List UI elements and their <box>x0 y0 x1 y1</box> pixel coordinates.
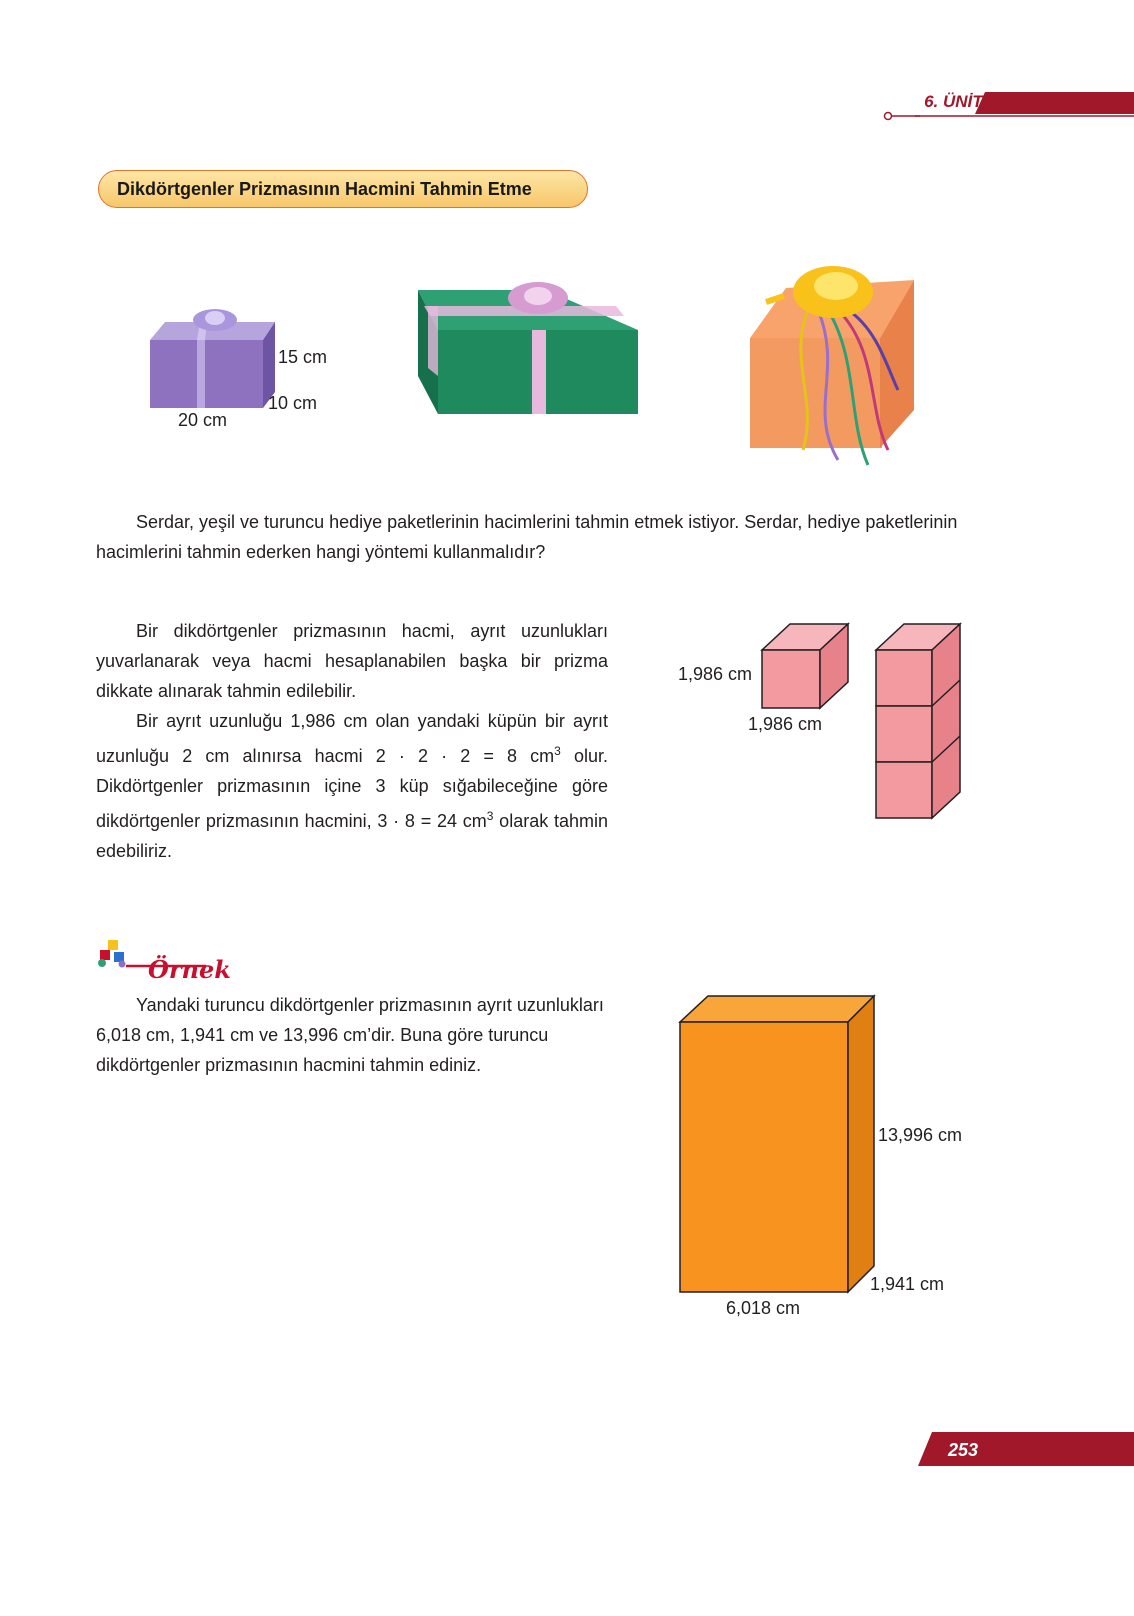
prism-volume-exponent: 3 <box>486 809 494 823</box>
page-number: 253 <box>948 1440 979 1460</box>
unit-label: 6. ÜNİTE <box>924 92 994 111</box>
explanation-p2-a: Bir ayrıt uzunluğu 1,986 cm olan yandaki küpün bir ayrıt uzunluğu 2 cm alınırsa hacmi 2 · 2 · 2 = 8 cm <box>96 711 608 766</box>
explanation-p2-c: olarak tahmin edebiliriz. <box>96 811 608 861</box>
purple-box-depth-label: 10 cm <box>268 393 318 413</box>
example-title: Örnek <box>148 955 231 984</box>
section-title-pill <box>98 170 588 208</box>
example-text: Yandaki turuncu dikdörtgenler prizmasının ayrıt uzunlukları 6,018 cm, 1,941 cm ve 13,996 cm’dir. Buna göre turuncu dikdörtgenler prizmasının hacmini tahmin ediniz. <box>96 995 604 1075</box>
explanation-p1: Bir dikdörtgenler prizmasının hacmi, ayrıt uzunlukları yuvarlanarak veya hacmi hesaplanabilen başka bir prizma dikkate alınarak tahmin edilebilir. <box>96 621 608 701</box>
purple-gift-box <box>145 300 280 412</box>
unit-connector <box>880 110 920 124</box>
pink-cube-stack <box>874 622 964 822</box>
green-gift-box <box>416 268 642 416</box>
question-text: Serdar, yeşil ve turuncu hediye paketlerinin hacimlerini tahmin etmek istiyor. Serdar, hediye paketlerinin hacimlerini tahmin ederken hangi yöntemi kullanmalıdır? <box>96 512 958 562</box>
cube-bottom-label: 1,986 cm <box>748 714 823 734</box>
orange-prism <box>678 994 878 1296</box>
purple-box-width-label: 20 cm <box>178 410 228 430</box>
prism-depth-label: 1,941 cm <box>870 1274 945 1294</box>
orange-gift-box <box>748 250 920 476</box>
section-title: Dikdörtgenler Prizmasının Hacmini Tahmin Etme <box>117 179 532 199</box>
explanation-p2-b: olur. Dikdörtgenler prizmasının içine 3 küp sığabileceğine göre dikdörtgenler prizmasının hacmini, 3 · 8 = 24 cm <box>96 746 608 831</box>
unit-header <box>915 88 1134 118</box>
explanation-p2 <box>96 706 608 866</box>
prism-width-label: 6,018 cm <box>726 1298 801 1318</box>
purple-box-height-label: 15 cm <box>278 347 328 367</box>
cube-volume-exponent: 3 <box>554 744 561 758</box>
cube-side-label: 1,986 cm <box>678 664 753 684</box>
prism-height-label: 13,996 cm <box>878 1125 963 1145</box>
pink-cube <box>760 622 852 710</box>
